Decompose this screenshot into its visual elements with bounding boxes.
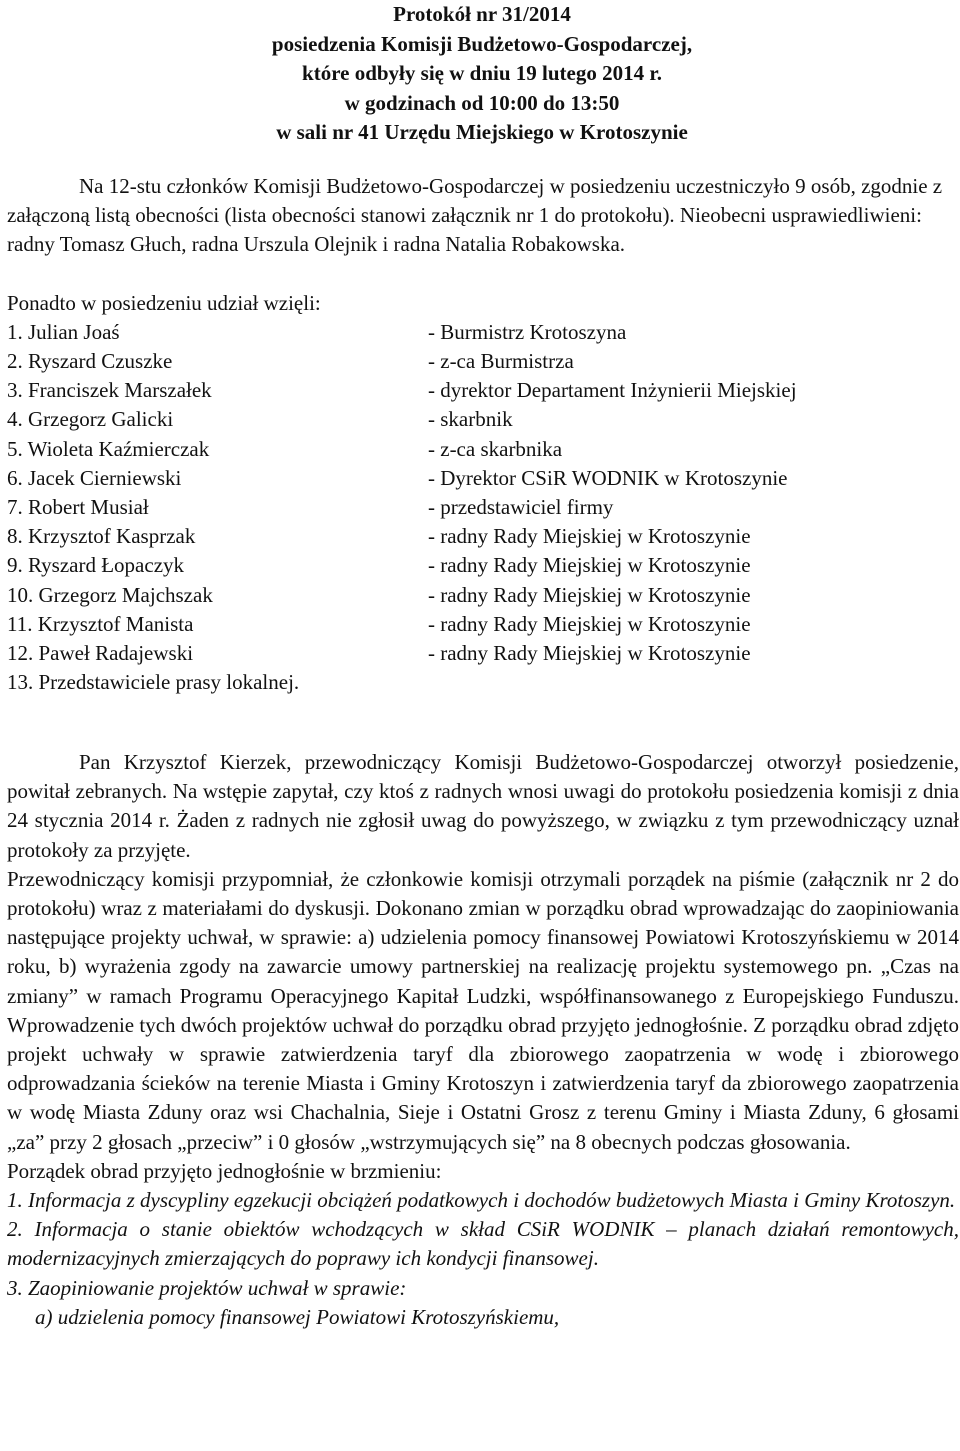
attendees-heading: Ponadto w posiedzeniu udział wzięli: (7, 290, 321, 315)
attendees-list (7, 318, 959, 698)
attendee-name: 4. Grzegorz Galicki (7, 407, 174, 432)
meeting-title: posiedzenia Komisji Budżetowo-Gospodarczej, (271, 31, 693, 56)
proceedings-section (7, 748, 959, 1332)
agenda-item-2: 2. Informacja o stanie obiektów wchodzących w skład CSiR WODNIK – planach działań remontowych, modernizacyjnych zmierzających do poprawy ich kondycji finansowej. (7, 1217, 959, 1271)
attendee-role: - Burmistrz Krotoszyna (428, 319, 627, 344)
attendee-name: 6. Jacek Cierniewski (7, 465, 182, 490)
meeting-room: w sali nr 41 Urzędu Miejskiego w Krotoszynie (276, 120, 688, 144)
attendee-role: - z-ca Burmistrza (428, 349, 574, 374)
agenda-intro: Porządek obrad przyjęto jednogłośnie w brzmieniu: (7, 1158, 442, 1183)
attendee-role: - radny Rady Miejskiej w Krotoszynie (428, 582, 751, 607)
attendee-role: - dyrektor Departament Inżynierii Miejskiej (428, 378, 797, 403)
attendee-role: - Dyrektor CSiR WODNIK w Krotoszynie (428, 465, 788, 490)
attendee-name: 1. Julian Joaś (7, 319, 120, 344)
list-item (7, 347, 959, 376)
attendee-name: 11. Krzysztof Manista (7, 611, 194, 636)
attendee-role: - radny Rady Miejskiej w Krotoszynie (428, 611, 751, 636)
attendance-paragraph: Na 12-stu członków Komisji Budżetowo-Gospodarczej w posiedzeniu uczestniczyło 9 osób, zgodnie z załączoną listą obecności (lista obecności stanowi załącznik nr 1 do protokołu). Nieobecni usprawiedliwieni: radny Tomasz Głuch, radna Urszula Olejnik i radna Natalia Robakowska. (7, 174, 943, 257)
document-page (7, 0, 959, 1329)
attendee-role: - przedstawiciel firmy (428, 495, 614, 520)
opening-paragraph: Pan Krzysztof Kierzek, przewodniczący Komisji Budżetowo-Gospodarczej otworzył posiedzenie, powitał zebranych. Na wstępie zapytał, czy ktoś z radnych wnosi uwagi do protokołu posiedzenia komisji z dnia 24 stycznia 2014 r. Żaden z radnych nie zgłosił uwag do powyższego, w związku z tym przewodniczący uznał protokoły za przyjęte. (7, 750, 959, 862)
list-item (7, 405, 959, 434)
list-item (7, 581, 959, 610)
list-item (7, 610, 959, 639)
attendee-role: - radny Rady Miejskiej w Krotoszynie (428, 553, 751, 578)
agenda-item-1: 1. Informacja z dyscypliny egzekucji obciążeń podatkowych i dochodów budżetowych Miasta i Gminy Krotoszyn. (7, 1188, 956, 1213)
attendee-name: 8. Krzysztof Kasprzak (7, 524, 196, 549)
list-item (7, 668, 959, 697)
attendee-name: 2. Ryszard Czuszke (7, 349, 173, 374)
document-header (7, 0, 957, 148)
list-item (7, 639, 959, 668)
meeting-hours: w godzinach od 10:00 do 13:50 (344, 90, 620, 115)
list-item (7, 464, 959, 493)
list-item (7, 493, 959, 522)
agenda-item-3a: a) udzielenia pomocy finansowej Powiatowi Krotoszyńskiemu, (35, 1304, 560, 1329)
attendee-name: 12. Paweł Radajewski (7, 641, 194, 666)
list-item (7, 551, 959, 580)
meeting-date: które odbyły się w dniu 19 lutego 2014 r. (302, 61, 662, 85)
agenda-item-3: 3. Zaopiniowanie projektów uchwał w sprawie: (7, 1275, 407, 1300)
list-item (7, 376, 959, 405)
attendee-role: - radny Rady Miejskiej w Krotoszynie (428, 641, 751, 666)
protocol-title: Protokół nr 31/2014 (393, 2, 571, 26)
list-item (7, 318, 959, 347)
list-item (7, 435, 959, 464)
attendee-role: - z-ca skarbnika (428, 436, 563, 461)
attendee-name: 7. Robert Musiał (7, 495, 149, 520)
attendee-role: - radny Rady Miejskiej w Krotoszynie (428, 524, 751, 549)
attendee-name: 13. Przedstawiciele prasy lokalnej. (7, 670, 300, 695)
agenda-changes-paragraph: Przewodniczący komisji przypomniał, że członkowie komisji otrzymali porządek na piśmie (załącznik nr 2 do protokołu) wraz z materiałami do dyskusji. Dokonano zmian w porządku obrad wprowadzając do zaopiniowania następujące projekty uchwał, w sprawie: a) udzielenia pomocy finansowej Powiatowi Krotoszyńskiemu w 2014 roku, b) wyrażenia zgody na zawarcie umowy partnerskiej na realizację projektu systemowego pn. „Czas na zmiany” w ramach Programu Operacyjnego Kapitał Ludzki, współfinansowanego z Europejskiego Funduszu. Wprowadzenie tych dwóch projektów uchwał do porządku obrad przyjęto jednogłośnie. Z porządku obrad zdjęto projekt uchwały w sprawie zatwierdzenia taryf dla zbiorowego zaopatrzenia w wodę i zbiorowego odprowadzania ścieków na terenie Miasta i Gminy Krotoszyn i zatwierdzenia taryf da zbiorowego zaopatrzenia w wodę Miasta Zduny oraz wsi Chachalnia, Sieje i Ostatni Grosz z terenu Gminy i Miasta Zduny, 6 głosami „za” przy 2 głosach „przeciw” i 0 głosów „wstrzymujących się” na 8 obecnych podczas głosowania. (7, 866, 959, 1154)
intro-section (7, 172, 959, 697)
attendee-name: 3. Franciszek Marszałek (7, 378, 212, 403)
attendee-name: 5. Wioleta Kaźmierczak (7, 436, 210, 461)
list-item (7, 522, 959, 551)
attendee-name: 10. Grzegorz Majchszak (7, 582, 213, 607)
attendee-role: - skarbnik (428, 407, 513, 432)
attendee-name: 9. Ryszard Łopaczyk (7, 553, 185, 578)
